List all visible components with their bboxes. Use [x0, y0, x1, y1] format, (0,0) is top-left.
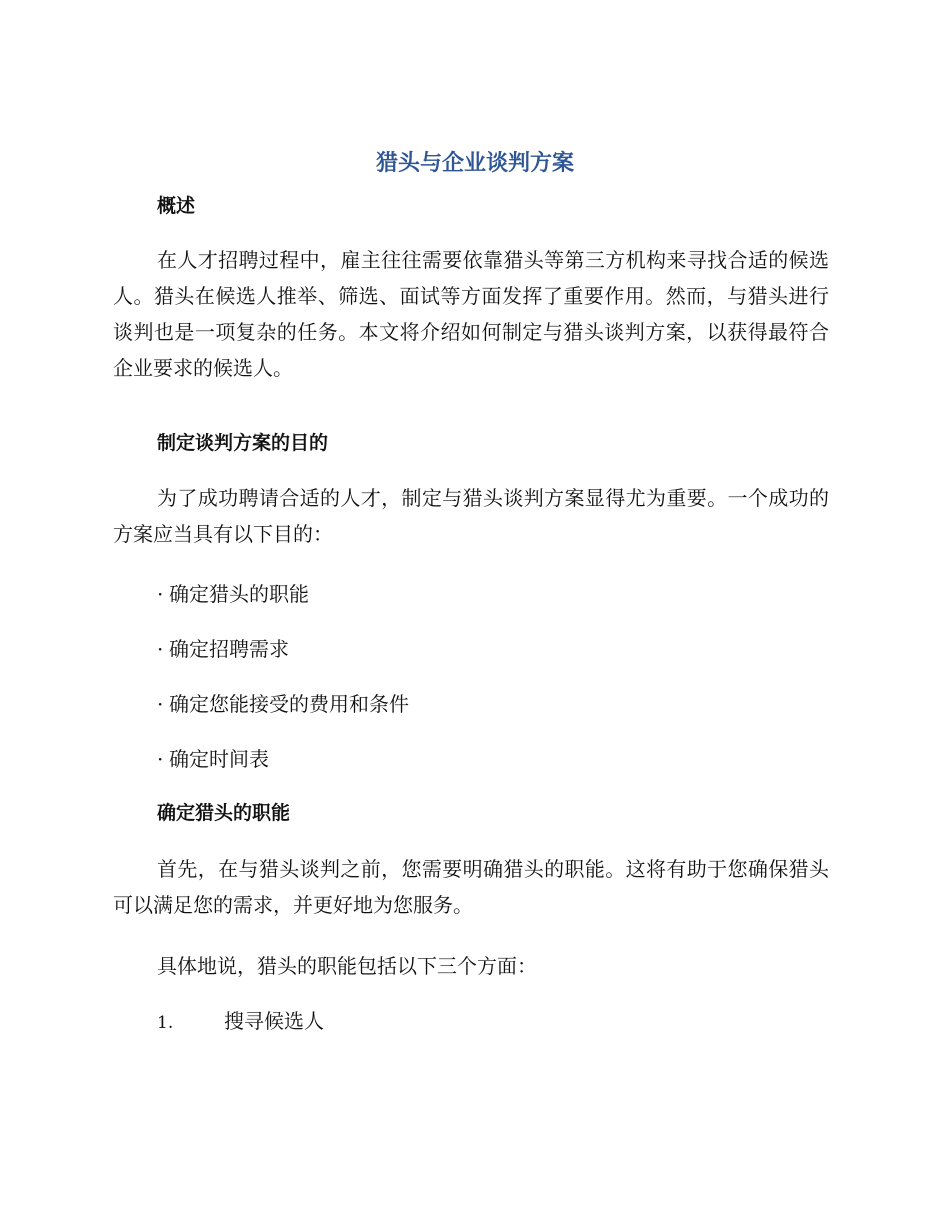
section-heading-purpose: 制定谈判方案的目的: [157, 432, 329, 454]
bullet-item: [157, 634, 289, 664]
bullet-text: 确定招聘需求: [169, 637, 289, 661]
bullet-dot: ·: [157, 692, 164, 716]
document-title: 猎头与企业谈判方案: [375, 151, 574, 176]
bullet-dot: ·: [157, 582, 164, 606]
bullet-dot: ·: [157, 747, 164, 771]
section-heading-overview: 概述: [157, 195, 196, 217]
section-heading-functions: 确定猎头的职能: [157, 802, 291, 824]
bullet-text: 确定时间表: [169, 747, 269, 771]
bullet-item: [157, 579, 309, 609]
functions-paragraph-2: 具体地说，猎头的职能包括以下三个方面：: [157, 954, 537, 978]
bullet-item: [157, 744, 269, 774]
functions-paragraph-1: 首先，在与猎头谈判之前，您需要明确猎头的职能。这将有助于您确保猎头可以满足您的需求，并更好地为您服务。: [113, 857, 829, 917]
numbered-item-number: 1.: [157, 1013, 174, 1033]
overview-paragraph: 在人才招聘过程中，雇主往往需要依靠猎头等第三方机构来寻找合适的候选人。猎头在候选人推举、筛选、面试等方面发挥了重要作用。然而，与猎头进行谈判也是一项复杂的任务。本文将介绍如何制定与猎头谈判方案，以获得最符合企业要求的候选人。: [113, 248, 829, 380]
bullet-item: [157, 689, 409, 719]
numbered-item-text: 搜寻候选人: [224, 1009, 324, 1033]
bullet-dot: ·: [157, 637, 164, 661]
purpose-paragraph: 为了成功聘请合适的人才，制定与猎头谈判方案显得尤为重要。一个成功的方案应当具有以下目的：: [113, 486, 829, 546]
bullet-text: 确定您能接受的费用和条件: [169, 692, 409, 716]
numbered-item: [157, 1006, 324, 1038]
bullet-text: 确定猎头的职能: [169, 582, 309, 606]
